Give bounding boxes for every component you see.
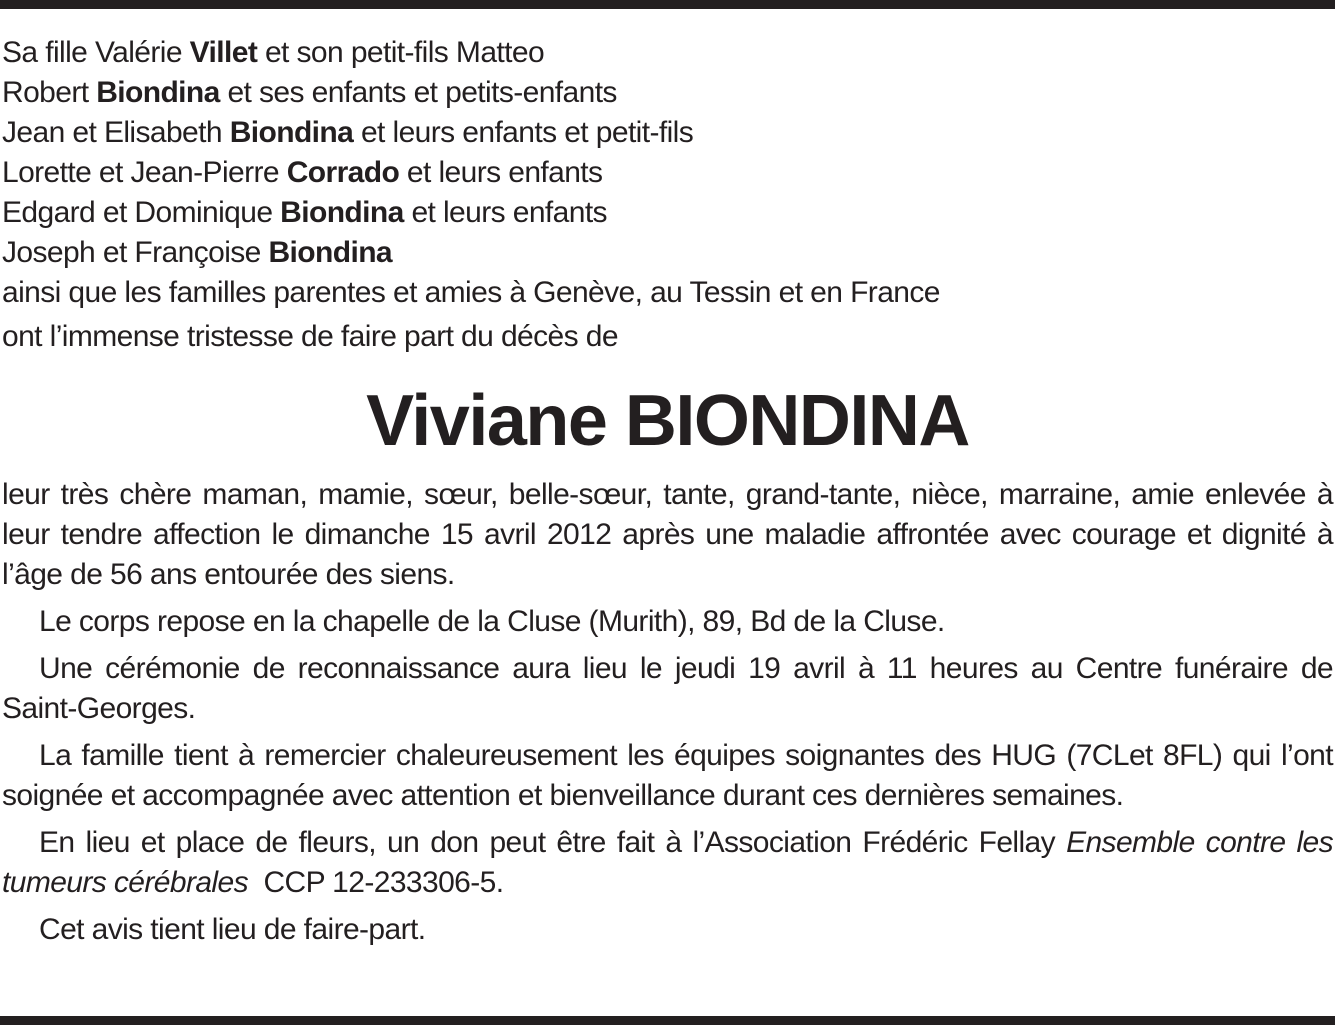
family-line: ainsi que les familles parentes et amies à Genève, au Tessin et en France: [2, 276, 940, 309]
description-paragraph: leur très chère maman, mamie, sœur, belle-sœur, tante, grand-tante, nièce, marraine, amie enlevée à leur tendre affection le dimanche 15 avril 2012 après une maladie affrontée avec courage et dignité à l’âge de 56 ans entourée des siens.: [2, 478, 1333, 591]
family-surname: Biondina: [229, 116, 354, 149]
closing-paragraph: Cet avis tient lieu de faire-part.: [39, 913, 426, 946]
ccp-number: CCP 12-233306-5.: [247, 866, 504, 899]
death-notice: [2, 33, 1333, 950]
family-surname: Biondina: [268, 236, 393, 269]
ceremony-paragraph: Une cérémonie de reconnaissance aura lieu le jeudi 19 avril à 11 heures au Centre funéraire de Saint-Georges.: [2, 652, 1333, 725]
body-location-paragraph: Le corps repose en la chapelle de la Cluse (Murith), 89, Bd de la Cluse.: [39, 605, 945, 638]
family-line: Sa fille Valérie Villet et son petit-fils Matteo: [2, 36, 545, 69]
family-surname: Villet: [189, 36, 258, 69]
deceased-name: Viviane BIONDINA: [366, 381, 969, 461]
family-surname: Corrado: [286, 156, 400, 189]
family-surname: Biondina: [96, 76, 220, 109]
association-name: Ensemble contre les tumeurs cérébrales: [2, 826, 1334, 899]
top-rule: [0, 0, 1335, 9]
donation-paragraph: En lieu et place de fleurs, un don peut être fait à l’Association Frédéric Fellay Ensemble contre les tumeurs cérébrales CCP 12-233306-5.: [2, 826, 1334, 899]
family-surname: Biondina: [280, 196, 404, 229]
family-line: Joseph et Françoise Biondina: [2, 236, 393, 269]
intro-line: ont l’immense tristesse de faire part du décès de: [2, 320, 618, 353]
bottom-rule: [0, 1016, 1335, 1025]
family-line: Edgard et Dominique Biondina et leurs enfants: [2, 196, 607, 229]
family-line: Jean et Elisabeth Biondina et leurs enfants et petit-fils: [2, 116, 694, 149]
thanks-paragraph: La famille tient à remercier chaleureusement les équipes soignantes des HUG (7CLet 8FL) qui l’ont soignée et accompagnée avec attention et bienveillance durant ces dernières semaines.: [2, 739, 1333, 812]
family-line: Robert Biondina et ses enfants et petits-enfants: [2, 76, 617, 109]
family-line: Lorette et Jean-Pierre Corrado et leurs enfants: [2, 156, 603, 189]
